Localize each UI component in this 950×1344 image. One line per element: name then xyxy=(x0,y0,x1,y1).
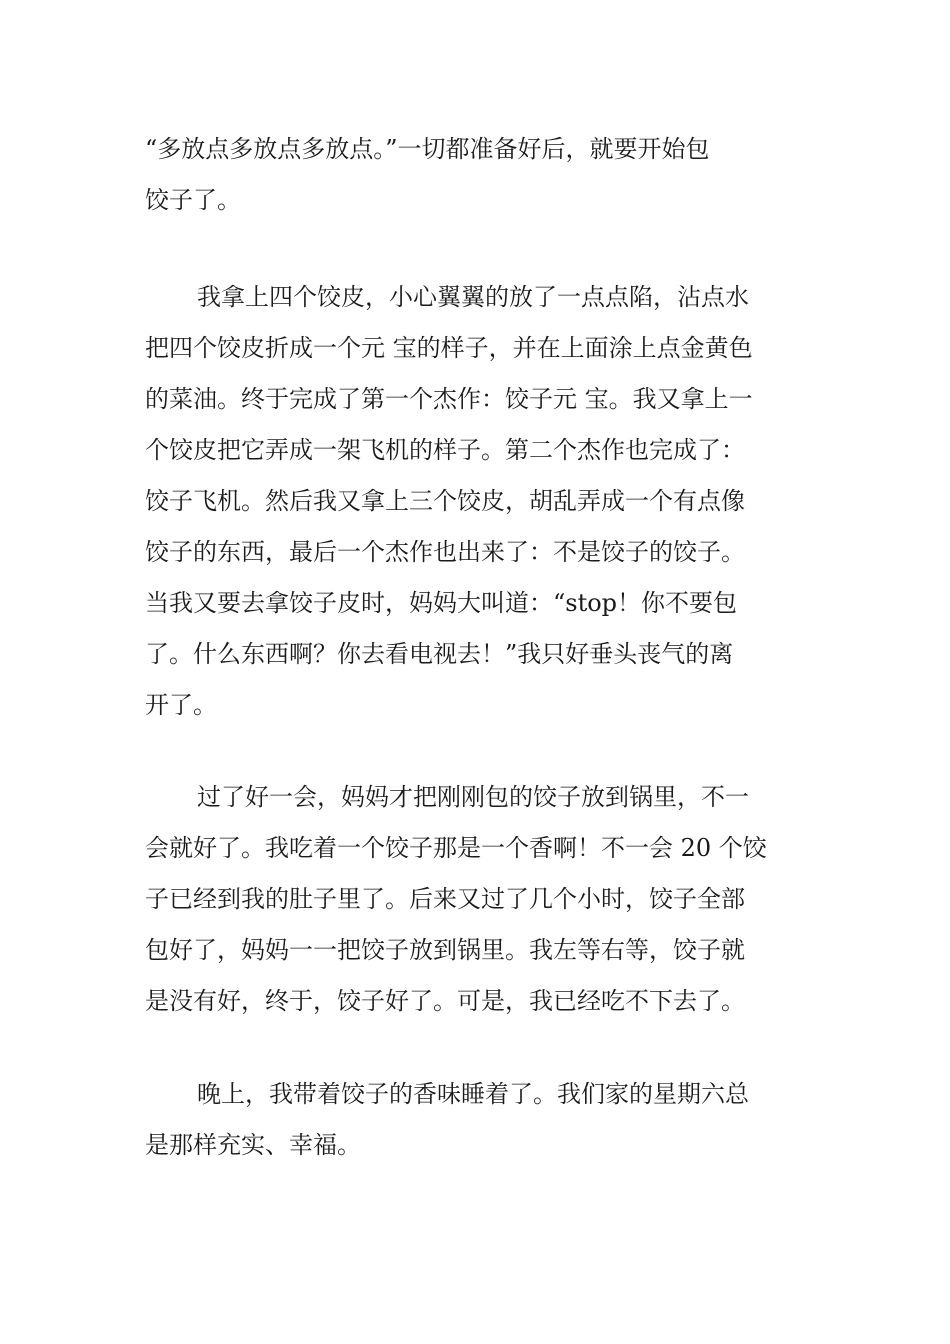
text-line: 饺子的东西，最后一个杰作也出来了：不是饺子的饺子。 xyxy=(145,538,745,566)
text-line: 包好了，妈妈一一把饺子放到锅里。我左等右等，饺子就 xyxy=(145,936,745,964)
text-line: 开了。 xyxy=(145,691,217,719)
text-line: 是那样充实、幸福。 xyxy=(145,1131,361,1159)
text-line: 是没有好，终于，饺子好了。可是，我已经吃不下去了。 xyxy=(145,987,745,1015)
text-line: 过了好一会，妈妈才把刚刚包的饺子放到锅里，不一 xyxy=(197,783,749,811)
text-line: “多放点多放点多放点。”一切都准备好后，就要开始包 xyxy=(145,135,710,163)
text-line: 的菜油。终于完成了第一个杰作：饺子元 宝。我又拿上一 xyxy=(145,385,753,413)
text-line: 当我又要去拿饺子皮时，妈妈大叫道：“stop！你不要包 xyxy=(145,589,738,617)
text-line: 子已经到我的肚子里了。后来又过了几个小时，饺子全部 xyxy=(145,885,745,913)
text-line: 晚上，我带着饺子的香味睡着了。我们家的星期六总 xyxy=(197,1080,749,1108)
text-line: 我拿上四个饺皮，小心翼翼的放了一点点陷，沾点水 xyxy=(197,283,749,311)
text-line: 个饺皮把它弄成一架飞机的样子。第二个杰作也完成了： xyxy=(145,436,745,464)
text-line: 会就好了。我吃着一个饺子那是一个香啊！不一会 20 个饺 xyxy=(145,834,767,862)
text-line: 了。什么东西啊？你去看电视去！”我只好垂头丧气的离 xyxy=(145,640,734,668)
text-line: 饺子了。 xyxy=(145,186,241,214)
text-line: 饺子飞机。然后我又拿上三个饺皮，胡乱弄成一个有点像 xyxy=(145,487,745,515)
paragraph-1 xyxy=(145,124,815,226)
text-line: 把四个饺皮折成一个元 宝的样子，并在上面涂上点金黄色 xyxy=(145,334,753,362)
paragraph-4 xyxy=(145,1069,815,1171)
paragraph-2 xyxy=(145,272,815,731)
paragraph-3 xyxy=(145,772,815,1027)
